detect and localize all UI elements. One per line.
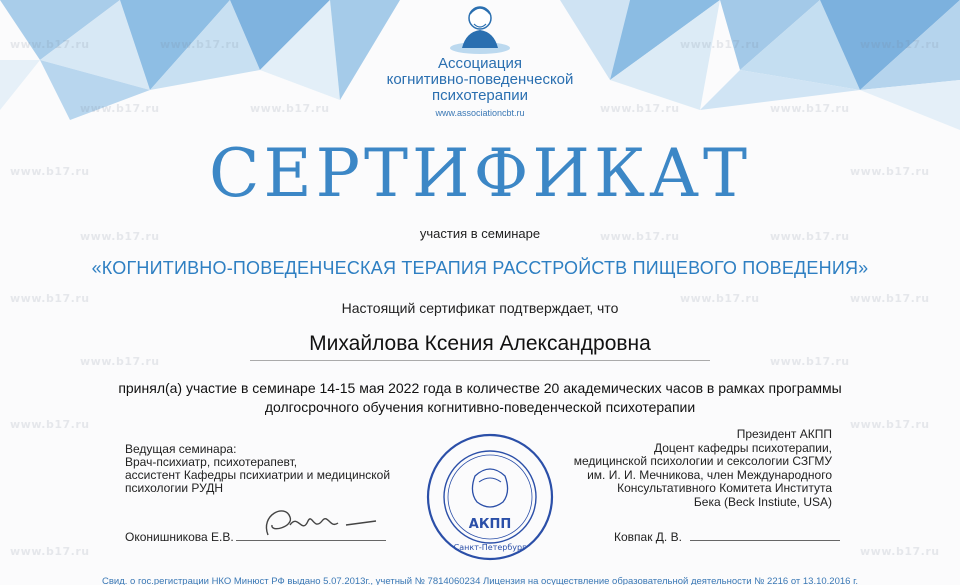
- association-name-line2: когнитивно-поведенческой: [386, 71, 574, 88]
- watermark-text: www.b17.ru: [250, 102, 330, 115]
- watermark-text: www.b17.ru: [80, 230, 160, 243]
- confirmation-text: Настоящий сертификат подтверждает, что: [341, 300, 619, 316]
- watermark-text: www.b17.ru: [10, 418, 90, 431]
- right-signer-roles: [512, 428, 832, 509]
- right-signer-role: медицинской психологии и сексологии СЗГМУ: [573, 454, 832, 468]
- watermark-text: www.b17.ru: [10, 165, 90, 178]
- seal-center-text: АКПП: [468, 517, 512, 532]
- watermark-text: www.b17.ru: [600, 230, 680, 243]
- watermark-text: www.b17.ru: [860, 545, 940, 558]
- right-signer-role: Бека (Beck Instiute, USA): [693, 494, 832, 509]
- right-signer-role: Доцент кафедры психотерапии,: [653, 440, 832, 455]
- association-name-line3: психотерапии: [432, 87, 528, 104]
- right-signer-role: Консультативного Комитета Института: [617, 481, 832, 495]
- certificate-subtitle: участия в семинаре: [419, 226, 541, 241]
- right-signature-line: [690, 540, 840, 541]
- watermark-text: www.b17.ru: [80, 102, 160, 115]
- right-signer-role: им. И. И. Мечникова, член Международного: [587, 467, 832, 482]
- watermark-text: www.b17.ru: [10, 38, 90, 51]
- seal-city-text: Санкт-Петербург: [453, 543, 527, 552]
- left-signer-role: Врач-психиатр, психотерапевт,: [125, 455, 298, 469]
- right-signer-name: Ковпак Д. В.: [614, 530, 682, 544]
- watermark-text: www.b17.ru: [10, 292, 90, 305]
- body-text-line1: принял(а) участие в семинаре 14-15 мая 2022 года в количестве 20 академических часов в рамках программы: [118, 380, 842, 396]
- watermark-text: www.b17.ru: [850, 165, 930, 178]
- watermark-text: www.b17.ru: [770, 230, 850, 243]
- body-text-line2: долгосрочного обучения когнитивно-поведенческой психотерапии: [264, 399, 696, 415]
- watermark-text: www.b17.ru: [770, 102, 850, 115]
- association-logo-icon: [448, 0, 512, 54]
- signature-icon: [250, 495, 390, 550]
- watermark-text: www.b17.ru: [860, 38, 940, 51]
- watermark-text: www.b17.ru: [80, 355, 160, 368]
- footer-registration-text: Свид. о гос.регистрации НКО Минюст РФ выдано 5.07.2013г., учетный № 7814060234 Лицензия на осуществление образовательной деятельности № 2216 от 13.10.2016 г.: [101, 576, 859, 585]
- watermark-text: www.b17.ru: [160, 38, 240, 51]
- watermark-text: www.b17.ru: [850, 418, 930, 431]
- left-signer-role: Ведущая семинара:: [125, 442, 237, 456]
- watermark-text: www.b17.ru: [600, 102, 680, 115]
- recipient-name: Михайлова Ксения Александровна: [309, 332, 651, 355]
- association-website: www.associationcbt.ru: [435, 108, 525, 118]
- watermark-text: www.b17.ru: [680, 292, 760, 305]
- watermark-text: www.b17.ru: [10, 545, 90, 558]
- left-signer-role: психологии РУДН: [125, 481, 224, 495]
- left-signer-roles: [125, 443, 425, 495]
- left-signer-role: ассистент Кафедры психиатрии и медицинской: [125, 468, 391, 482]
- watermark-text: www.b17.ru: [770, 355, 850, 368]
- left-signer-name: Оконишникова Е.В.: [125, 530, 234, 544]
- right-signer-role: Президент АКПП: [736, 427, 832, 441]
- recipient-underline: [250, 360, 710, 361]
- seminar-name: «КОГНИТИВНО-ПОВЕДЕНЧЕСКАЯ ТЕРАПИЯ РАССТРОЙСТВ ПИЩЕВОГО ПОВЕДЕНИЯ»: [91, 258, 869, 278]
- watermark-text: www.b17.ru: [850, 292, 930, 305]
- certificate-title: СЕРТИФИКАТ: [208, 135, 752, 212]
- left-signature-line: [236, 540, 386, 541]
- association-name-line1: Ассоциация: [438, 55, 522, 72]
- watermark-text: www.b17.ru: [680, 38, 760, 51]
